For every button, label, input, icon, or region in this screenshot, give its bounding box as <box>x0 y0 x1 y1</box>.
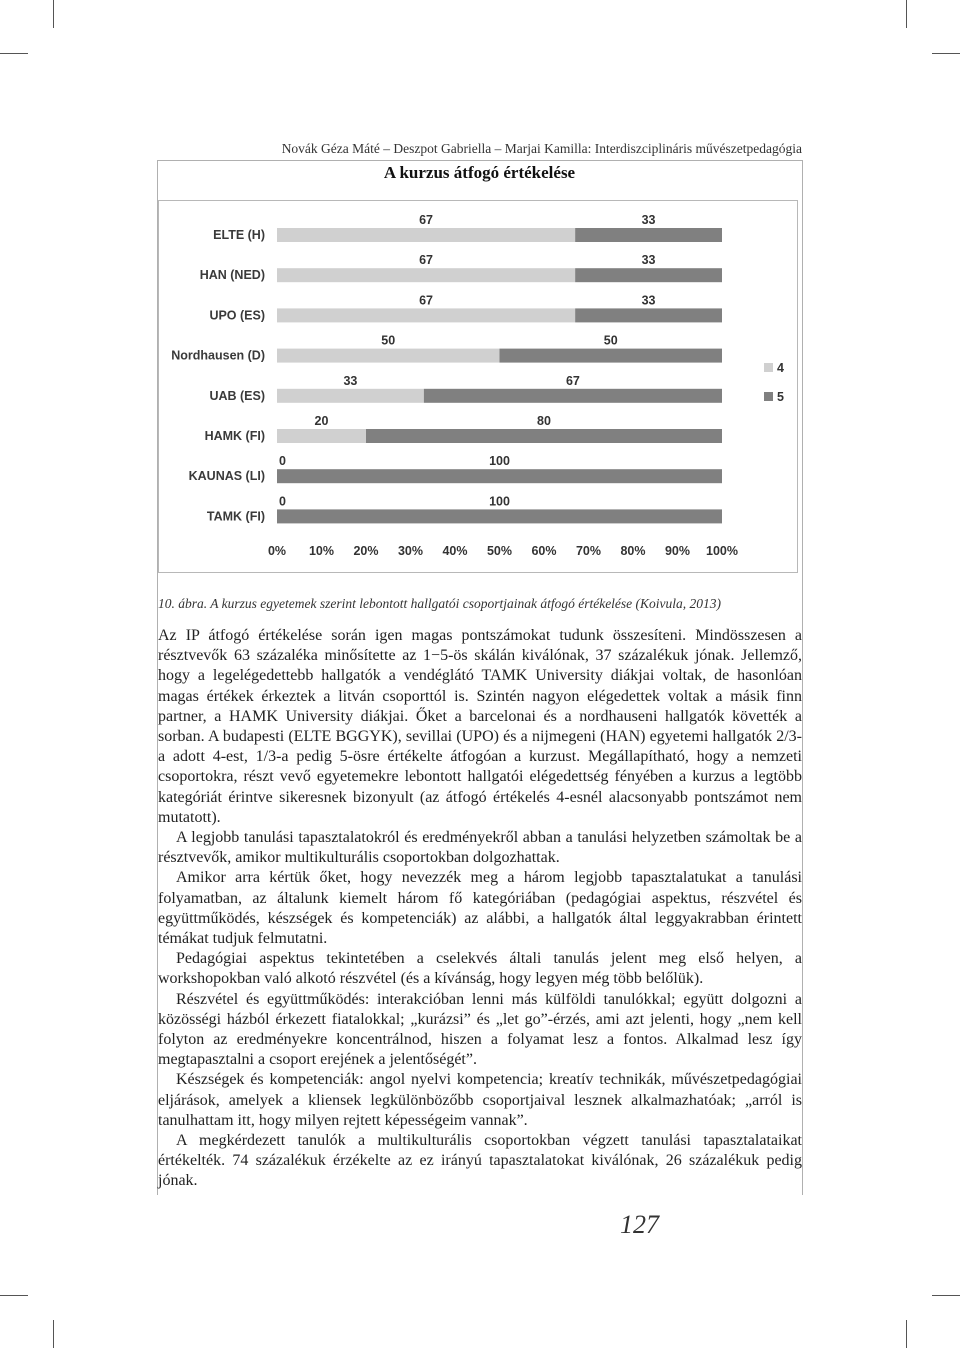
category-label: TAMK (FI) <box>206 509 265 524</box>
data-label: 0 <box>279 454 286 469</box>
data-label: 0 <box>279 494 286 509</box>
x-tick-label: 10% <box>308 544 335 558</box>
data-label: 67 <box>419 253 434 268</box>
x-tick-label: 40% <box>442 544 468 558</box>
chart-frame <box>158 200 798 573</box>
page-number: 127 <box>620 1210 659 1239</box>
x-tick-label: 20% <box>353 544 379 558</box>
category-label: HAN (NED) <box>199 268 265 283</box>
bar-series-5 <box>575 228 722 242</box>
data-label: 33 <box>641 293 656 308</box>
figure-title: A kurzus átfogó értékelése <box>383 163 576 182</box>
crop-mark <box>932 53 960 54</box>
data-label: 33 <box>641 213 656 227</box>
paragraph: A legjobb tanulási tapasztalatokról és eredményekről abban a tanulási helyzetben számoltak be a résztvevők, amikor multikulturális csoportokban dolgozhattak. <box>158 829 802 867</box>
crop-mark <box>906 0 907 28</box>
crop-mark <box>906 1320 907 1348</box>
bar-series-5 <box>424 389 722 403</box>
category-label: Nordhausen (D) <box>171 348 265 363</box>
bar-series-4 <box>277 349 500 363</box>
category-label: UAB (ES) <box>209 388 265 403</box>
category-label: ELTE (H) <box>213 228 265 242</box>
data-label: 33 <box>641 253 656 268</box>
legend-swatch <box>764 363 773 372</box>
crop-mark <box>0 53 28 54</box>
crop-mark <box>932 1295 960 1296</box>
paragraph: Részvétel és együttműködés: interakcióban lenni más külföldi tanulókkal; együtt dolgozni a közösségi házból érkezett fiatalokkal; „kurázsi” és „let go”-érzés, ami azt jelenti, hogy „nem kell folyton az eredményekre koncentrálnod, hiszen a folyamat lesz a fontos. Alkalmad lesz így megtapasztalni a csoport erejének a jelentőségét”. <box>158 990 802 1069</box>
bar-series-5 <box>277 469 722 483</box>
figure-caption: 10. ábra. A kurzus egyetemek szerint lebontott hallgatói csoportjainak átfogó értékelése (Koivula, 2013) <box>158 596 722 611</box>
x-tick-label: 100% <box>706 544 738 558</box>
bar-series-4 <box>277 429 366 443</box>
bar-series-5 <box>575 308 722 322</box>
data-label: 50 <box>381 333 396 348</box>
stacked-bar-chart <box>159 201 797 572</box>
body-text <box>158 626 802 1192</box>
x-tick-label: 70% <box>575 544 602 558</box>
data-label: 50 <box>603 333 618 348</box>
category-label: UPO (ES) <box>209 308 265 323</box>
paragraph: Pedagógiai aspektus tekintetében a cselekvés általi tanulás jelent meg első helyen, a workshopokban való alkotó részvétel (és a kívánság, hogy legyen még több belőlük). <box>158 950 802 988</box>
data-label: 100 <box>489 454 510 469</box>
paragraph: Az IP átfogó értékelése során igen magas pontszámokat tudunk összesíteni. Mindösszesen a résztvevők 63 százaléka minősítette az 1−5-ös skálán kiválónak, 37 százalékuk jónak. Jellemző, hogy a legelégedettebb hallgatók a vendéglátó TAMK University diákjai voltak, de hasonlóan magas értékek érkeztek a litván csoporttól is. Szintén nagyon elégedettek voltak a másik finn partner, a HAMK University diákjai. Őket a barcelonai és a nordhauseni hallgatók követték a sorban. A budapesti (ELTE BGGYK), sevillai (UPO) és a nijmegeni (HAN) egyetemi hallgatók 2/3-a adott 4-est, 1/3-a pedig 5-ösre értékelte átfogóan a kurzust. Megállapítható, hogy a nemzeti csoportokra, részt vevő egyetemekre lebontott hallgatói elégedettség fényében a kurzus a legtöbb kategóriát érintve sikeresnek bizonyult (az átfogó értékelés 4-esnél alacsonyabb pontszámot nem mutatott). <box>158 627 802 826</box>
crop-mark <box>53 1320 54 1348</box>
data-label: 20 <box>314 414 329 428</box>
x-tick-label: 60% <box>531 544 557 558</box>
paragraph: Készségek és kompetenciák: angol nyelvi kompetencia; kreatív technikák, művészetpedagógiai eljárások, amelyek a kliensek legkülönbözőbb csoportjaival lesznek alkalmazhatóak; „arról is tanulhattam itt, hogy milyen rejtett képességeim vannak”. <box>158 1071 802 1129</box>
bar-series-5 <box>500 349 723 363</box>
data-label: 67 <box>419 213 434 227</box>
crop-mark <box>0 1295 28 1296</box>
legend-label: 5 <box>777 390 784 404</box>
data-label: 67 <box>565 373 580 388</box>
data-label: 33 <box>343 373 358 388</box>
paragraph: A megkérdezett tanulók a multikulturális csoportokban végzett tanulási tapasztalataikat értékelték. 74 százalékuk érzékelte az ez irányú tapasztalatokat kiválónak, 26 százalékuk pedig jónak. <box>158 1132 802 1190</box>
bar-series-4 <box>277 268 575 282</box>
x-tick-label: 80% <box>620 544 646 558</box>
x-tick-label: 0% <box>267 544 287 558</box>
x-tick-label: 90% <box>664 544 691 558</box>
bar-series-4 <box>277 308 575 322</box>
data-label: 67 <box>419 293 434 308</box>
data-label: 100 <box>489 494 510 509</box>
x-tick-label: 30% <box>397 544 424 558</box>
margin-rule-right <box>802 160 803 1195</box>
bar-series-4 <box>277 228 575 242</box>
bar-series-5 <box>575 268 722 282</box>
paragraph: Amikor arra kértük őket, hogy nevezzék meg a három legjobb tapasztalatukat a tanulási folyamatban, az általunk kiemelt három fő kategóriában (pedagógiai aspektus, részvétel és együttműködés, készségek és kompetenciák) az alábbi, a hallgatók által leggyakrabban érintett témákat tudjuk felmutatni. <box>158 869 802 948</box>
legend-label: 4 <box>777 361 784 375</box>
x-tick-label: 50% <box>486 544 513 558</box>
crop-mark <box>53 0 54 28</box>
category-label: KAUNAS (LI) <box>188 469 265 484</box>
bar-series-5 <box>366 429 722 443</box>
category-label: HAMK (FI) <box>204 429 265 443</box>
data-label: 80 <box>537 414 551 428</box>
header-rule <box>157 160 802 161</box>
running-head: Novák Géza Máté – Deszpot Gabriella – Marjai Kamilla: Interdiszciplináris művészetpedagógia <box>281 141 802 156</box>
legend-swatch <box>764 392 773 401</box>
bar-series-4 <box>277 389 424 403</box>
bar-series-5 <box>277 509 722 523</box>
